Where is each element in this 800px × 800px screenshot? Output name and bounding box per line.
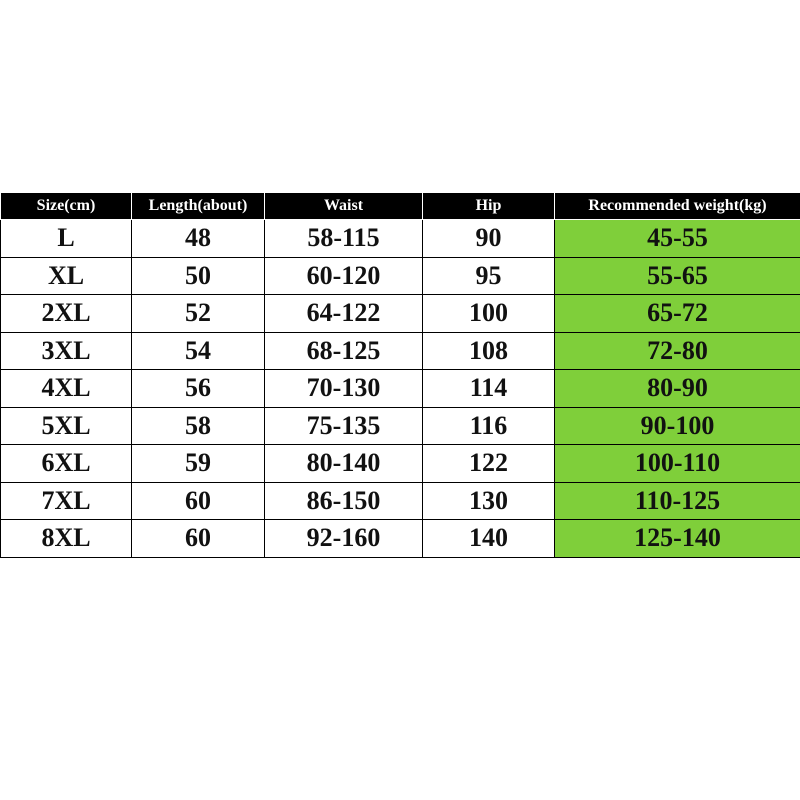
recommended-weight-cell: 110-125: [555, 482, 800, 520]
hip-cell: 140: [423, 520, 555, 558]
length-cell: 54: [132, 332, 265, 370]
waist-cell: 70-130: [265, 370, 423, 408]
size-cell: L: [1, 220, 132, 258]
length-cell: 60: [132, 482, 265, 520]
waist-cell: 75-135: [265, 407, 423, 445]
size-cell: 5XL: [1, 407, 132, 445]
waist-cell: 64-122: [265, 295, 423, 333]
waist-cell: 68-125: [265, 332, 423, 370]
header-recommended-weight: Recommended weight(kg): [555, 193, 800, 220]
header-hip: Hip: [423, 193, 555, 220]
size-cell: 4XL: [1, 370, 132, 408]
hip-cell: 122: [423, 445, 555, 483]
size-cell: 6XL: [1, 445, 132, 483]
header-waist: Waist: [265, 193, 423, 220]
table-row: [1, 482, 800, 520]
size-cell: XL: [1, 257, 132, 295]
table-header: [1, 193, 800, 220]
recommended-weight-cell: 90-100: [555, 407, 800, 445]
hip-cell: 108: [423, 332, 555, 370]
size-cell: 2XL: [1, 295, 132, 333]
table-row: [1, 370, 800, 408]
waist-cell: 92-160: [265, 520, 423, 558]
waist-cell: 80-140: [265, 445, 423, 483]
table-row: [1, 407, 800, 445]
hip-cell: 114: [423, 370, 555, 408]
recommended-weight-cell: 65-72: [555, 295, 800, 333]
waist-cell: 58-115: [265, 220, 423, 258]
table-row: [1, 295, 800, 333]
size-cell: 8XL: [1, 520, 132, 558]
size-cell: 3XL: [1, 332, 132, 370]
table-row: [1, 520, 800, 558]
length-cell: 60: [132, 520, 265, 558]
table-row: [1, 332, 800, 370]
recommended-weight-cell: 45-55: [555, 220, 800, 258]
length-cell: 56: [132, 370, 265, 408]
hip-cell: 116: [423, 407, 555, 445]
hip-cell: 130: [423, 482, 555, 520]
recommended-weight-cell: 125-140: [555, 520, 800, 558]
table-body: [1, 220, 800, 558]
table-row: [1, 220, 800, 258]
recommended-weight-cell: 80-90: [555, 370, 800, 408]
waist-cell: 86-150: [265, 482, 423, 520]
hip-cell: 100: [423, 295, 555, 333]
hip-cell: 95: [423, 257, 555, 295]
header-size: Size(cm): [1, 193, 132, 220]
recommended-weight-cell: 72-80: [555, 332, 800, 370]
length-cell: 59: [132, 445, 265, 483]
waist-cell: 60-120: [265, 257, 423, 295]
recommended-weight-cell: 100-110: [555, 445, 800, 483]
length-cell: 58: [132, 407, 265, 445]
size-cell: 7XL: [1, 482, 132, 520]
table-row: [1, 257, 800, 295]
length-cell: 48: [132, 220, 265, 258]
table-row: [1, 445, 800, 483]
size-chart-table: [0, 192, 800, 558]
length-cell: 50: [132, 257, 265, 295]
hip-cell: 90: [423, 220, 555, 258]
header-row: [1, 193, 800, 220]
recommended-weight-cell: 55-65: [555, 257, 800, 295]
length-cell: 52: [132, 295, 265, 333]
header-length: Length(about): [132, 193, 265, 220]
